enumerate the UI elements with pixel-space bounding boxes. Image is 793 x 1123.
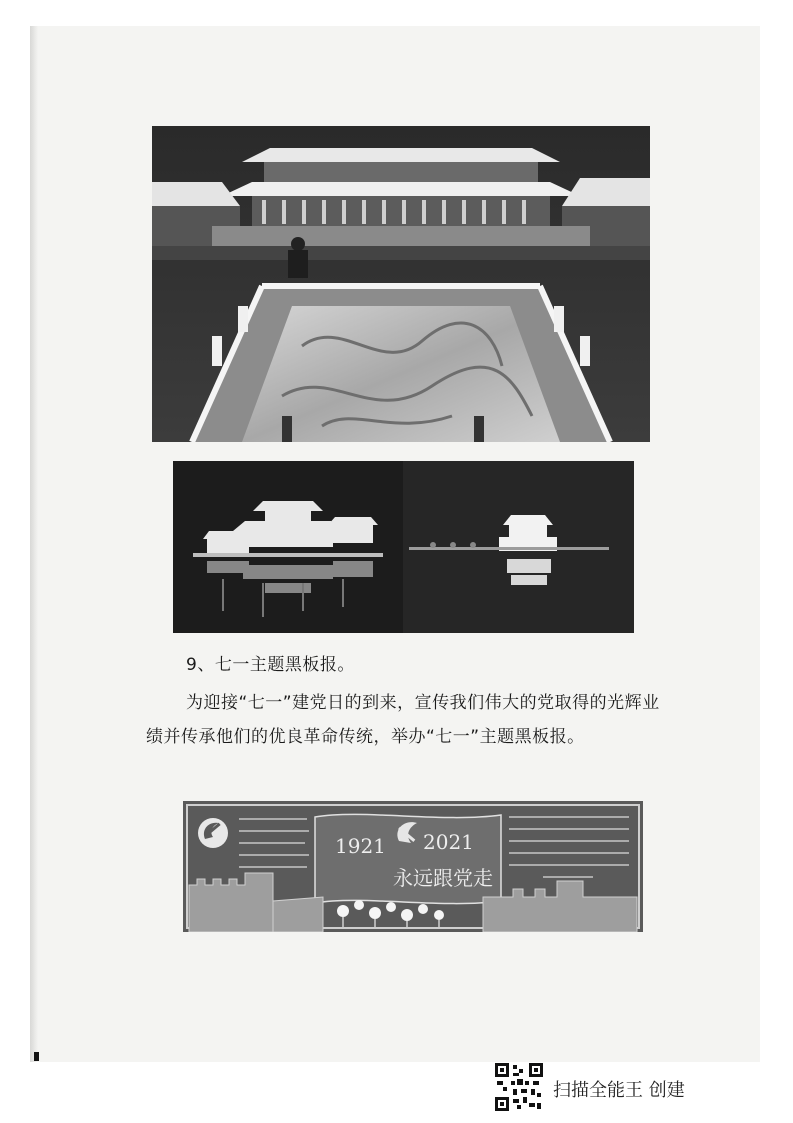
palace-reflection-photo [173,461,634,633]
scanner-watermark [495,1063,725,1113]
scanner-app-label: 扫描全能王 创建 [553,1080,685,1101]
banner-slogan: 永远跟党走 [393,866,493,890]
qr-code-icon [495,1063,543,1111]
body-paragraph: 为迎接“七一”建党日的到来，宣传我们伟大的党取得的光辉业绩并传承他们的优良革命传统，举办“七一”主题黑板报。 [146,693,660,747]
banner-year-right: 2021 [423,830,474,854]
scan-corner-mark [34,1052,39,1061]
banner-year-left: 1921 [335,834,386,858]
blackboard-photo [183,801,643,932]
palace-night-photo [152,126,650,442]
section-heading: 9、七一主题黑板报。 [186,655,355,675]
scan-edge-shadow [30,26,38,1062]
hammer-sickle-icon [198,818,228,848]
